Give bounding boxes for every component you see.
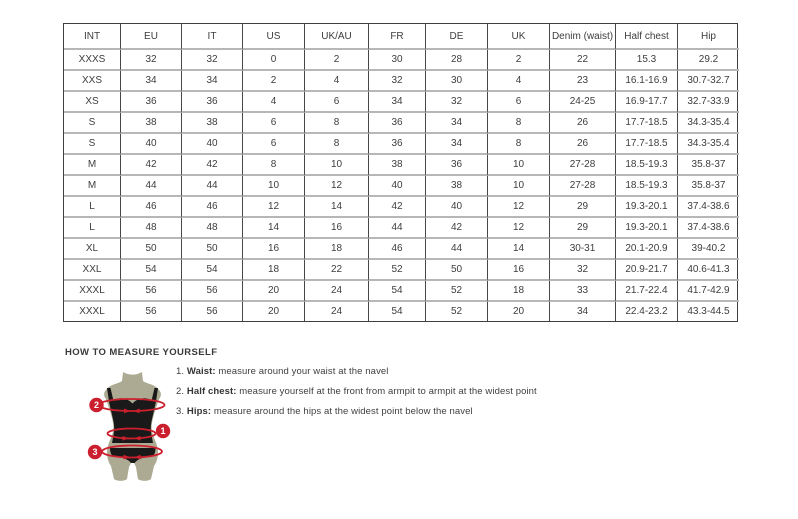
column-header: DE (426, 24, 488, 50)
measure-step: 3. Hips: measure around the hips at the widest point below the navel (176, 406, 473, 417)
size-cell: 4 (305, 71, 369, 92)
size-cell: 48 (121, 218, 182, 239)
table-row (64, 197, 739, 218)
size-cell: 40 (426, 197, 488, 218)
size-cell: 43.3-44.5 (687, 306, 730, 317)
size-cell: 6 (243, 134, 305, 155)
size-cell: 8 (243, 155, 305, 176)
size-cell: 32 (550, 260, 616, 281)
size-cell-int: XS (64, 92, 121, 113)
size-cell: 2 (305, 50, 369, 71)
column-header: INT (64, 24, 121, 50)
size-cell: 6 (488, 92, 550, 113)
size-cell: 26 (550, 134, 616, 155)
size-cell: 32 (121, 50, 182, 71)
size-cell-int: L (64, 197, 121, 218)
size-cell: 20 (488, 302, 550, 321)
size-cell: 20.1-20.9 (616, 239, 678, 260)
size-cell: 38 (426, 176, 488, 197)
size-cell: 29 (550, 218, 616, 239)
size-cell: 16 (488, 260, 550, 281)
size-cell: 19.3-20.1 (616, 197, 678, 218)
column-header: Denim (waist) (550, 24, 616, 50)
size-cell: 41.7-42.9 (678, 281, 739, 302)
size-cell: 44 (182, 176, 243, 197)
measure-step: 1. Waist: measure around your waist at the navel (176, 366, 389, 377)
size-cell: 40 (182, 134, 243, 155)
measure-figure (84, 369, 194, 484)
size-cell: 6 (243, 113, 305, 134)
size-cell-int: S (64, 134, 121, 155)
size-cell-int: M (64, 176, 121, 197)
column-header: FR (369, 24, 426, 50)
size-cell: 8 (488, 134, 550, 155)
size-cell: 48 (182, 218, 243, 239)
size-cell: 34.3-35.4 (678, 134, 739, 155)
size-cell-int: XXXS (64, 50, 121, 71)
table-row (64, 92, 739, 113)
size-cell: 20 (243, 281, 305, 302)
size-cell: 8 (305, 113, 369, 134)
column-header: UK (488, 24, 550, 50)
size-cell: 16.9-17.7 (616, 92, 678, 113)
size-cell: 56 (182, 281, 243, 302)
size-cell: 34 (369, 92, 426, 113)
table-row (64, 113, 739, 134)
size-cell: 46 (369, 239, 426, 260)
size-cell: 23 (550, 71, 616, 92)
size-cell: 12 (243, 197, 305, 218)
size-cell: 35.8-37 (678, 155, 739, 176)
size-cell-int: XL (64, 239, 121, 260)
size-cell: 36 (369, 134, 426, 155)
size-cell: 52 (426, 302, 488, 321)
badge-hips (88, 445, 102, 459)
size-cell-int: XXXL (64, 302, 121, 321)
size-cell: 50 (182, 239, 243, 260)
size-cell: 42 (182, 155, 243, 176)
size-cell-int: L (64, 218, 121, 239)
size-cell: 18 (488, 281, 550, 302)
size-cell: 50 (121, 239, 182, 260)
size-cell: 42 (426, 218, 488, 239)
size-cell: 27-28 (550, 155, 616, 176)
size-cell: 27-28 (550, 176, 616, 197)
size-cell: 8 (305, 134, 369, 155)
size-cell-int: XXS (64, 71, 121, 92)
size-cell: 33 (550, 281, 616, 302)
size-cell: 32 (369, 71, 426, 92)
size-cell: 2 (488, 50, 550, 71)
size-cell: 42 (121, 155, 182, 176)
size-chart-table (63, 23, 738, 322)
size-cell: 38 (369, 155, 426, 176)
size-cell: 37.4-38.6 (678, 197, 739, 218)
size-cell: 44 (121, 176, 182, 197)
size-cell: 36 (121, 92, 182, 113)
table-row (64, 71, 739, 92)
size-cell: 54 (369, 302, 426, 321)
size-cell: 30.7-32.7 (678, 71, 739, 92)
size-cell: 34 (550, 302, 616, 321)
size-cell: 30 (369, 50, 426, 71)
size-cell-int: M (64, 155, 121, 176)
size-cell: 15.3 (616, 50, 678, 71)
size-cell: 56 (121, 302, 182, 321)
size-cell: 24 (305, 302, 369, 321)
size-cell: 32 (426, 92, 488, 113)
size-cell: 24 (305, 281, 369, 302)
size-cell: 16 (243, 239, 305, 260)
size-cell: 20.9-21.7 (616, 260, 678, 281)
table-row (64, 134, 739, 155)
size-cell: 44 (369, 218, 426, 239)
column-header: IT (182, 24, 243, 50)
size-cell: 30-31 (550, 239, 616, 260)
table-row (64, 218, 739, 239)
svg-text:2: 2 (93, 400, 100, 411)
size-cell: 22.4-23.2 (616, 302, 678, 321)
size-cell: 40 (369, 176, 426, 197)
size-cell: 56 (121, 281, 182, 302)
measure-steps (176, 366, 537, 426)
size-cell: 4 (488, 71, 550, 92)
size-cell: 22 (305, 260, 369, 281)
size-cell: 0 (243, 50, 305, 71)
badge-chest (89, 398, 103, 412)
size-cell-int: XXXL (64, 281, 121, 302)
size-cell: 18.5-19.3 (616, 176, 678, 197)
size-cell: 32.7-33.9 (678, 92, 739, 113)
size-cell: 36 (426, 155, 488, 176)
table-row (64, 239, 739, 260)
column-header: UK/AU (305, 24, 369, 50)
size-cell: 10 (243, 176, 305, 197)
size-cell: 28 (426, 50, 488, 71)
size-cell: 52 (426, 281, 488, 302)
size-cell: 54 (121, 260, 182, 281)
svg-text:1: 1 (160, 426, 166, 437)
size-cell: 8 (488, 113, 550, 134)
size-cell: 34.3-35.4 (678, 113, 739, 134)
size-cell: 14 (488, 239, 550, 260)
measure-section-title: HOW TO MEASURE YOURSELF (65, 347, 218, 358)
size-table-body (64, 50, 739, 321)
size-cell: 42 (369, 197, 426, 218)
mannequin-illustration-icon (84, 369, 194, 484)
column-header: EU (121, 24, 182, 50)
size-cell: 54 (369, 281, 426, 302)
svg-text:3: 3 (92, 447, 98, 458)
size-cell: 40.6-41.3 (678, 260, 739, 281)
table-row (64, 281, 739, 302)
size-cell: 52 (369, 260, 426, 281)
size-cell: 10 (305, 155, 369, 176)
size-cell: 17.7-18.5 (616, 134, 678, 155)
size-cell: 37.4-38.6 (678, 218, 739, 239)
table-row (64, 260, 739, 281)
table-row (64, 176, 739, 197)
size-cell: 24-25 (550, 92, 616, 113)
size-cell: 34 (182, 71, 243, 92)
size-cell: 14 (243, 218, 305, 239)
size-cell: 34 (426, 134, 488, 155)
table-row (64, 50, 739, 71)
table-row (64, 302, 739, 321)
size-cell: 40 (121, 134, 182, 155)
badge-waist (156, 424, 170, 438)
size-cell: 32 (182, 50, 243, 71)
size-cell: 46 (182, 197, 243, 218)
size-cell: 50 (426, 260, 488, 281)
size-cell: 21.7-22.4 (616, 281, 678, 302)
size-cell-int: XXL (64, 260, 121, 281)
size-cell: 29.2 (678, 50, 739, 71)
size-cell: 44 (426, 239, 488, 260)
size-cell: 16.1-16.9 (616, 71, 678, 92)
size-cell: 18.5-19.3 (616, 155, 678, 176)
size-cell: 26 (550, 113, 616, 134)
size-cell: 17.7-18.5 (616, 113, 678, 134)
size-cell: 12 (488, 197, 550, 218)
size-cell: 12 (305, 176, 369, 197)
table-row (64, 155, 739, 176)
size-cell: 19.3-20.1 (616, 218, 678, 239)
column-header: Hip (678, 24, 739, 50)
size-cell: 34 (121, 71, 182, 92)
size-cell: 38 (182, 113, 243, 134)
column-header: US (243, 24, 305, 50)
size-cell: 14 (305, 197, 369, 218)
size-cell: 36 (369, 113, 426, 134)
size-cell: 6 (305, 92, 369, 113)
size-cell: 20 (243, 302, 305, 321)
size-cell: 39-40.2 (678, 239, 739, 260)
size-cell: 54 (182, 260, 243, 281)
size-cell: 34 (426, 113, 488, 134)
size-cell: 12 (488, 218, 550, 239)
size-cell: 56 (182, 302, 243, 321)
table-header-row (64, 24, 739, 50)
size-cell: 36 (182, 92, 243, 113)
size-cell: 35.8-37 (678, 176, 739, 197)
size-cell: 4 (243, 92, 305, 113)
measure-step: 2. Half chest: measure yourself at the front from armpit to armpit at the widest point (176, 386, 537, 397)
size-cell: 22 (550, 50, 616, 71)
size-cell: 46 (121, 197, 182, 218)
size-cell-int: S (64, 113, 121, 134)
size-cell: 10 (488, 176, 550, 197)
size-cell: 18 (243, 260, 305, 281)
column-header: Half chest (616, 24, 678, 50)
size-cell: 10 (488, 155, 550, 176)
size-cell: 29 (550, 197, 616, 218)
size-cell: 16 (305, 218, 369, 239)
size-cell: 30 (426, 71, 488, 92)
size-cell: 38 (121, 113, 182, 134)
size-cell: 18 (305, 239, 369, 260)
size-cell: 2 (243, 71, 305, 92)
